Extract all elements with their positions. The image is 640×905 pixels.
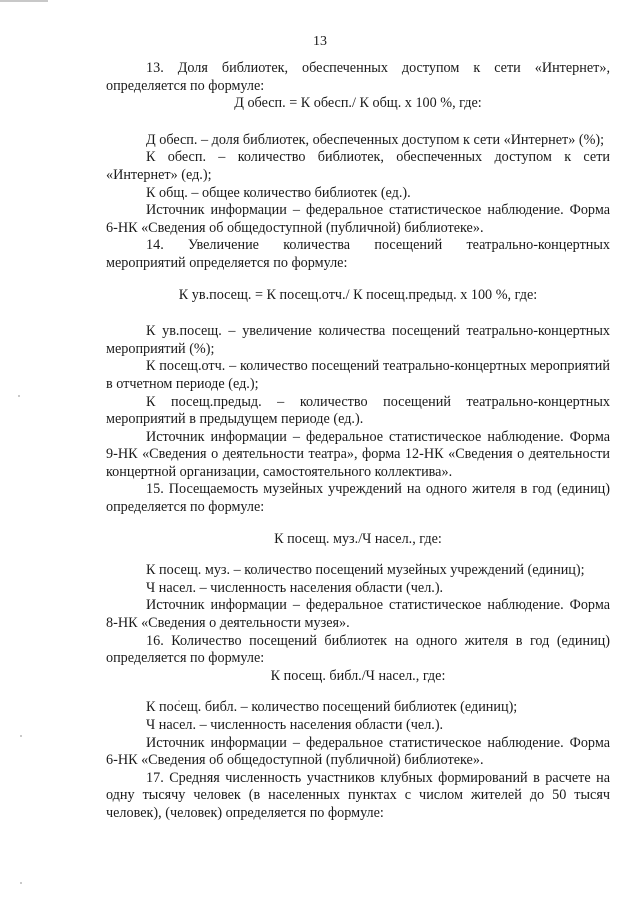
source-note: Источник информации – федеральное статистическое наблюдение. Форма 6-НК «Сведения об общедоступной (публичной) библиотеке». — [106, 734, 610, 769]
indicator-heading: 17. Средняя численность участников клубных формирований в расчете на одну тысячу человек (в населенных пунктах с числом жителей до 50 тысяч человек), (человек) определяется по формуле: — [106, 769, 610, 821]
formula: К ув.посещ. = К посещ.отч./ К посещ.предыд. х 100 %, где: — [178, 286, 538, 303]
definition: К посещ.отч. – количество посещений театрально-концертных мероприятий в отчетном периоде (ед.); — [106, 358, 610, 392]
definition: К посещ. муз. – количество посещений музейных учреждений (единиц); — [146, 562, 585, 579]
page-number: 13 — [313, 34, 327, 49]
scan-speck — [20, 882, 22, 884]
definition: К обесп. – количество библиотек, обеспеченных доступом к сети «Интернет» (ед.); — [106, 149, 610, 183]
indicator-17 — [106, 770, 610, 823]
source-note: Источник информации – федеральное статистическое наблюдение. Форма 8-НК «Сведения о деятельности музея». — [106, 597, 610, 632]
source-note: Источник информации – федеральное статистическое наблюдение. Форма 9-НК «Сведения о деятельности театра», форма 12-НК «Сведения о деятельности концертной организации, самостоятельного коллектива». — [106, 428, 610, 480]
definition: К посещ. библ. – количество посещений библиотек (единиц); — [146, 699, 518, 716]
indicator-14 — [106, 237, 610, 481]
definition: Ч насел. – численность населения области (чел.). — [146, 717, 444, 733]
definition: Д обесп. – доля библиотек, обеспеченных доступом к сети «Интернет» (%); — [146, 131, 605, 148]
scan-edge-mark — [0, 0, 48, 2]
indicator-heading: 13. Доля библиотек, обеспеченных доступом к сети «Интернет», определяется по формуле: — [106, 60, 610, 94]
definition: Ч насел. – численность населения области (чел.). — [146, 579, 444, 596]
scan-speck — [20, 735, 22, 737]
indicator-15 — [106, 481, 610, 632]
source-note: Источник информации – федеральное статистическое наблюдение. Форма 6-НК «Сведения об общедоступной (публичной) библиотеке». — [106, 202, 610, 236]
formula: К посещ. муз./Ч насел., где: — [274, 530, 442, 547]
definition: К посещ.предыд. – количество посещений театрально-концертных мероприятий в предыдущем периоде (ед.). — [106, 393, 610, 428]
indicator-heading: 15. Посещаемость музейных учреждений на одного жителя в год (единиц) определяется по формуле: — [106, 481, 610, 516]
indicator-heading: 16. Количество посещений библиотек на одного жителя в год (единиц) определяется по формуле: — [106, 632, 610, 667]
indicator-heading: 14. Увеличение количества посещений театрально-концертных мероприятий определяется по формуле: — [106, 237, 610, 271]
definition: К общ. – общее количество библиотек (ед.). — [146, 184, 411, 201]
formula: К посещ. библ./Ч насел., где: — [270, 667, 446, 684]
definition: К ув.посещ. – увеличение количества посещений театрально-концертных мероприятий (%); — [106, 323, 610, 357]
indicator-16 — [106, 633, 610, 770]
indicator-13 — [106, 60, 610, 237]
scan-speck — [18, 395, 20, 397]
formula: Д обесп. = К обесп./ К общ. х 100 %, где: — [234, 95, 482, 112]
document-body — [106, 60, 610, 823]
